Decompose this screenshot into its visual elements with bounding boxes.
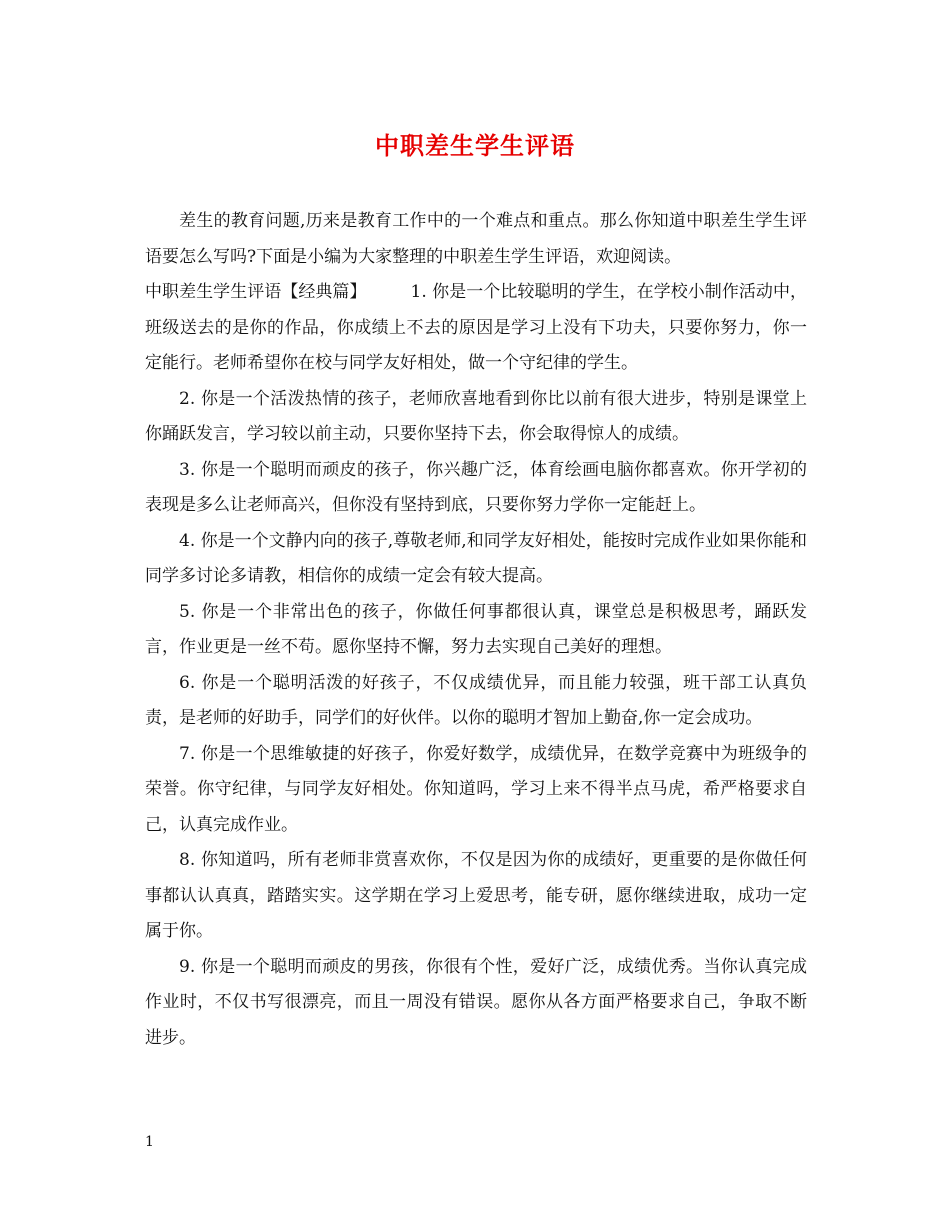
comment-item-8: 8. 你知道吗，所有老师非赏喜欢你，不仅是因为你的成绩好，更重要的是你做任何事都认认真真，踏踏实实。这学期在学习上爱思考，能专研，愿你继续进取，成功一定属于你。 bbox=[145, 850, 807, 941]
page-number: 1 bbox=[145, 1134, 154, 1150]
comment-item-2: 2. 你是一个活泼热情的孩子，老师欣喜地看到你比以前有很大进步，特别是课堂上你踊跃发言，学习较以前主动，只要你坚持下去，你会取得惊人的成绩。 bbox=[145, 388, 807, 444]
comment-item-3: 3. 你是一个聪明而顽皮的孩子，你兴趣广泛，体育绘画电脑你都喜欢。你开学初的表现是多么让老师高兴，但你没有坚持到底，只要你努力学你一定能赶上。 bbox=[145, 459, 807, 515]
document-body bbox=[145, 204, 807, 1056]
intro-paragraph: 差生的教育问题,历来是教育工作中的一个难点和重点。那么你知道中职差生学生评语要怎么写吗?下面是小编为大家整理的中职差生学生评语，欢迎阅读。 bbox=[145, 211, 807, 267]
comment-item-9: 9. 你是一个聪明而顽皮的男孩，你很有个性，爱好广泛，成绩优秀。当你认真完成作业时，不仅书写很漂亮，而且一周没有错误。愿你从各方面严格要求自己，争取不断进步。 bbox=[145, 956, 807, 1048]
document-title: 中职差生学生评语 bbox=[375, 131, 575, 160]
section-paragraph bbox=[145, 275, 807, 382]
comment-item-5: 5. 你是一个非常出色的孩子，你做任何事都很认真，课堂总是积极思考，踊跃发言，作业更是一丝不苟。愿你坚持不懈，努力去实现自己美好的理想。 bbox=[145, 601, 807, 657]
section-heading: 中职差生学生评语【经典篇】 bbox=[145, 282, 367, 302]
comment-item-6: 6. 你是一个聪明活泼的好孩子，不仅成绩优异，而且能力较强，班干部工认真负责，是老师的好助手，同学们的好伙伴。以你的聪明才智加上勤奋,你一定会成功。 bbox=[145, 672, 807, 728]
comment-item-1: 1. 你是一个比较聪明的学生，在学校小制作活动中，班级送去的是你的作品，你成绩上不去的原因是学习上没有下功夫，只要你努力，你一定能行。老师希望你在校与同学友好相处，做一个守纪律的学生。 bbox=[145, 282, 808, 373]
comment-item-4: 4. 你是一个文静内向的孩子,尊敬老师,和同学友好相处，能按时完成作业如果你能和同学多讨论多请教，相信你的成绩一定会有较大提高。 bbox=[145, 530, 807, 586]
comment-item-7: 7. 你是一个思维敏捷的好孩子，你爱好数学，成绩优异，在数学竞赛中为班级争的荣誉。你守纪律，与同学友好相处。你知道吗，学习上来不得半点马虎，希严格要求自己，认真完成作业。 bbox=[145, 743, 807, 835]
